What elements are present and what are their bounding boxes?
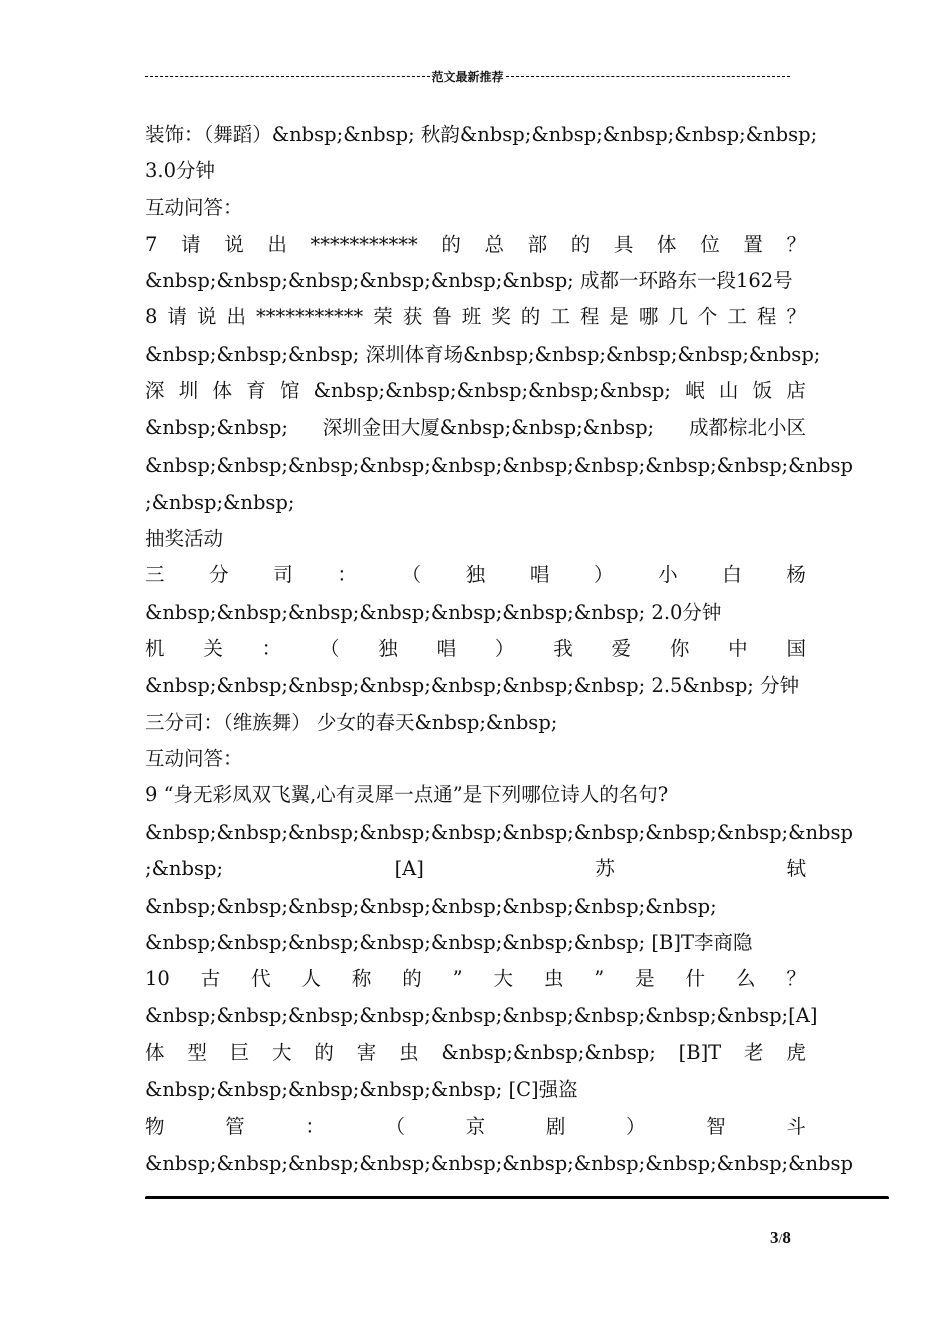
text-token: 8: [145, 305, 158, 328]
text-token: 工: [727, 305, 747, 328]
text-token: ？: [786, 305, 806, 328]
text-token: 爱: [611, 637, 632, 660]
text-line: &nbsp;&nbsp;&nbsp;&nbsp;&nbsp;&nbsp;&nbsp;&nbsp;&nbsp;&nbsp: [145, 454, 854, 477]
text-token: 馆: [279, 379, 300, 402]
text-token: 的: [520, 305, 541, 328]
text-token: 你: [669, 637, 690, 660]
text-line: &nbsp;&nbsp;&nbsp; 深圳体育场&nbsp;&nbsp;&nbsp;&nbsp;&nbsp;: [145, 343, 821, 366]
text-line: ;&nbsp;&nbsp;: [145, 491, 295, 514]
text-token: ：: [337, 563, 357, 586]
text-token: [B]T: [678, 1041, 722, 1064]
text-token: [A]: [394, 857, 424, 880]
text-token: 唱: [529, 563, 550, 586]
text-line: [145, 562, 806, 588]
text-line: [145, 378, 806, 404]
text-token: 说: [224, 233, 244, 256]
text-token: 总: [484, 233, 504, 256]
text-token: 山: [718, 379, 739, 402]
text-token: 的: [441, 233, 461, 256]
text-token: 白: [722, 563, 742, 586]
page-separator: /: [778, 1232, 783, 1247]
text-token: 位: [700, 233, 720, 256]
text-token: 体: [212, 379, 232, 402]
text-token: 京: [465, 1115, 486, 1138]
page-header: [145, 68, 790, 85]
text-token: ***********: [310, 233, 418, 256]
text-token: 大: [493, 967, 514, 990]
text-token: ;&nbsp;: [145, 857, 224, 880]
text-line: [145, 966, 806, 992]
text-token: 独: [465, 563, 486, 586]
text-token: 人: [301, 967, 321, 990]
text-line: [145, 1114, 806, 1140]
header-rule-left: [145, 76, 430, 77]
text-token: 司: [273, 563, 293, 586]
text-line: &nbsp;&nbsp;&nbsp;&nbsp;&nbsp;&nbsp;&nbsp;&nbsp;&nbsp;&nbsp: [145, 1152, 854, 1175]
text-token: &nbsp;&nbsp;&nbsp;&nbsp;&nbsp;: [313, 379, 671, 402]
text-token: 请: [181, 233, 201, 256]
text-token: 7: [145, 233, 158, 256]
page-current: 3: [770, 1228, 779, 1247]
text-token: 苏: [595, 857, 615, 880]
text-token: 斗: [786, 1115, 806, 1138]
text-token: 置: [743, 233, 763, 256]
text-token: 是: [635, 967, 655, 990]
text-line: 抽奖活动: [145, 527, 224, 550]
text-token: 具: [613, 233, 634, 256]
text-token: 10: [145, 967, 170, 990]
text-line: &nbsp;&nbsp;&nbsp;&nbsp;&nbsp;&nbsp; 成都一环路东一段162号: [145, 269, 793, 292]
text-token: 程: [756, 305, 777, 328]
text-token: 虫: [399, 1041, 419, 1064]
text-token: 说: [196, 305, 217, 328]
text-token: 哪: [638, 305, 659, 328]
text-token: 称: [351, 967, 372, 990]
text-token: 深圳金田大厦&nbsp;&nbsp;&nbsp;: [322, 416, 655, 439]
text-token: ：: [261, 637, 282, 660]
text-token: （: [319, 637, 340, 660]
text-line: 互动问答：: [145, 196, 243, 219]
text-token: 圳: [178, 379, 199, 402]
text-line: [145, 856, 806, 882]
text-token: 害: [356, 1041, 377, 1064]
page-number: [770, 1228, 791, 1248]
text-token: 的: [570, 233, 591, 256]
text-token: （: [385, 1115, 406, 1138]
text-token: 个: [697, 305, 718, 328]
text-line: [145, 1003, 818, 1029]
text-line: [145, 1040, 806, 1066]
text-token: 的: [314, 1041, 334, 1064]
text-token: 获: [402, 305, 423, 328]
text-token: 荣: [373, 305, 393, 328]
text-token: ）: [494, 637, 515, 660]
text-line: 3.0分钟: [145, 159, 216, 182]
text-token: 物: [145, 1115, 165, 1138]
text-token: 几: [668, 305, 688, 328]
header-rule-right: [506, 76, 791, 77]
text-token: ）: [626, 1115, 646, 1138]
text-token: 的: [402, 967, 422, 990]
footer-rule: [145, 1196, 889, 1200]
text-token: 程: [579, 305, 600, 328]
text-line: &nbsp;&nbsp;&nbsp;&nbsp;&nbsp;&nbsp;&nbsp; 2.0分钟: [145, 601, 722, 624]
text-token: 机: [145, 637, 165, 660]
text-token: &nbsp;&nbsp;: [145, 416, 288, 439]
text-line: &nbsp;&nbsp;&nbsp;&nbsp;&nbsp;&nbsp;&nbsp;&nbsp;&nbsp;&nbsp: [145, 821, 854, 844]
text-token: 代: [251, 967, 271, 990]
header-title: 范文最新推荐: [431, 70, 504, 84]
text-token: 班: [461, 305, 482, 328]
text-token: 店: [786, 379, 806, 402]
text-token: ”: [452, 967, 463, 990]
text-token: 轼: [786, 857, 806, 880]
text-token: ？: [786, 967, 806, 990]
text-line: &nbsp;&nbsp;&nbsp;&nbsp;&nbsp;&nbsp;&nbsp;&nbsp;: [145, 895, 717, 918]
text-token: 么: [735, 967, 756, 990]
text-line: 三分司：（维族舞） 少女的春天&nbsp;&nbsp;: [145, 711, 558, 734]
text-token: 什: [685, 967, 706, 990]
text-line: [145, 636, 806, 662]
text-token: 杨: [786, 563, 806, 586]
text-token: 工: [550, 305, 570, 328]
text-token: 三: [145, 563, 165, 586]
text-token: 剧: [545, 1115, 566, 1138]
text-token: ）: [593, 563, 614, 586]
text-token: 国: [786, 637, 806, 660]
text-token: （: [401, 563, 422, 586]
text-token: 小: [658, 563, 678, 586]
text-token: 成都棕北小区: [688, 416, 806, 439]
text-token: 古: [200, 967, 221, 990]
text-token: 唱: [436, 637, 457, 660]
text-token: 独: [378, 637, 398, 660]
text-token: 型: [187, 1041, 207, 1064]
text-token: 分: [209, 563, 229, 586]
text-line: [145, 232, 806, 258]
text-line: &nbsp;&nbsp;&nbsp;&nbsp;&nbsp;&nbsp;&nbsp; [B]T李商隐: [145, 931, 753, 954]
text-line: 9 “身无彩凤双飞翼,心有灵犀一点通”是下列哪位诗人的名句?: [145, 783, 669, 806]
text-token: 关: [203, 637, 223, 660]
text-token: 管: [225, 1115, 245, 1138]
text-token: 奖: [491, 305, 511, 328]
text-line: [145, 415, 806, 441]
text-token: ”: [594, 967, 605, 990]
text-token: ？: [786, 233, 806, 256]
text-token: [A]: [788, 1004, 818, 1027]
text-token: 出: [267, 233, 287, 256]
text-line: [145, 304, 806, 330]
text-token: 体: [657, 233, 677, 256]
text-token: 深: [145, 379, 165, 402]
text-token: 部: [527, 233, 548, 256]
text-token: 虫: [543, 967, 564, 990]
text-token: &nbsp;&nbsp;&nbsp;&nbsp;&nbsp;&nbsp;&nbsp;&nbsp;&nbsp;: [145, 1004, 789, 1027]
text-token: 巨: [229, 1041, 250, 1064]
text-token: 饭: [752, 379, 773, 402]
text-token: &nbsp;&nbsp;&nbsp;: [441, 1041, 656, 1064]
text-token: 岷: [685, 379, 705, 402]
text-token: 老: [744, 1041, 764, 1064]
text-token: 大: [272, 1041, 292, 1064]
text-line: 互动问答：: [145, 747, 243, 770]
text-token: 请: [167, 305, 187, 328]
text-token: 中: [728, 637, 748, 660]
text-line: 装饰：（舞蹈）&nbsp;&nbsp; 秋韵&nbsp;&nbsp;&nbsp;&nbsp;&nbsp;: [145, 123, 818, 146]
text-token: ：: [305, 1115, 325, 1138]
text-token: 体: [145, 1041, 165, 1064]
text-line: &nbsp;&nbsp;&nbsp;&nbsp;&nbsp; [C]强盗: [145, 1078, 578, 1101]
text-token: 鲁: [432, 305, 452, 328]
text-token: 出: [226, 305, 246, 328]
text-token: 是: [609, 305, 629, 328]
text-line: &nbsp;&nbsp;&nbsp;&nbsp;&nbsp;&nbsp;&nbsp; 2.5&nbsp; 分钟: [145, 674, 800, 697]
text-token: 虎: [786, 1041, 806, 1064]
text-token: 智: [706, 1115, 726, 1138]
text-token: 我: [553, 637, 573, 660]
page-total: 8: [782, 1228, 791, 1247]
text-token: ***********: [255, 305, 364, 328]
text-token: 育: [246, 379, 266, 402]
